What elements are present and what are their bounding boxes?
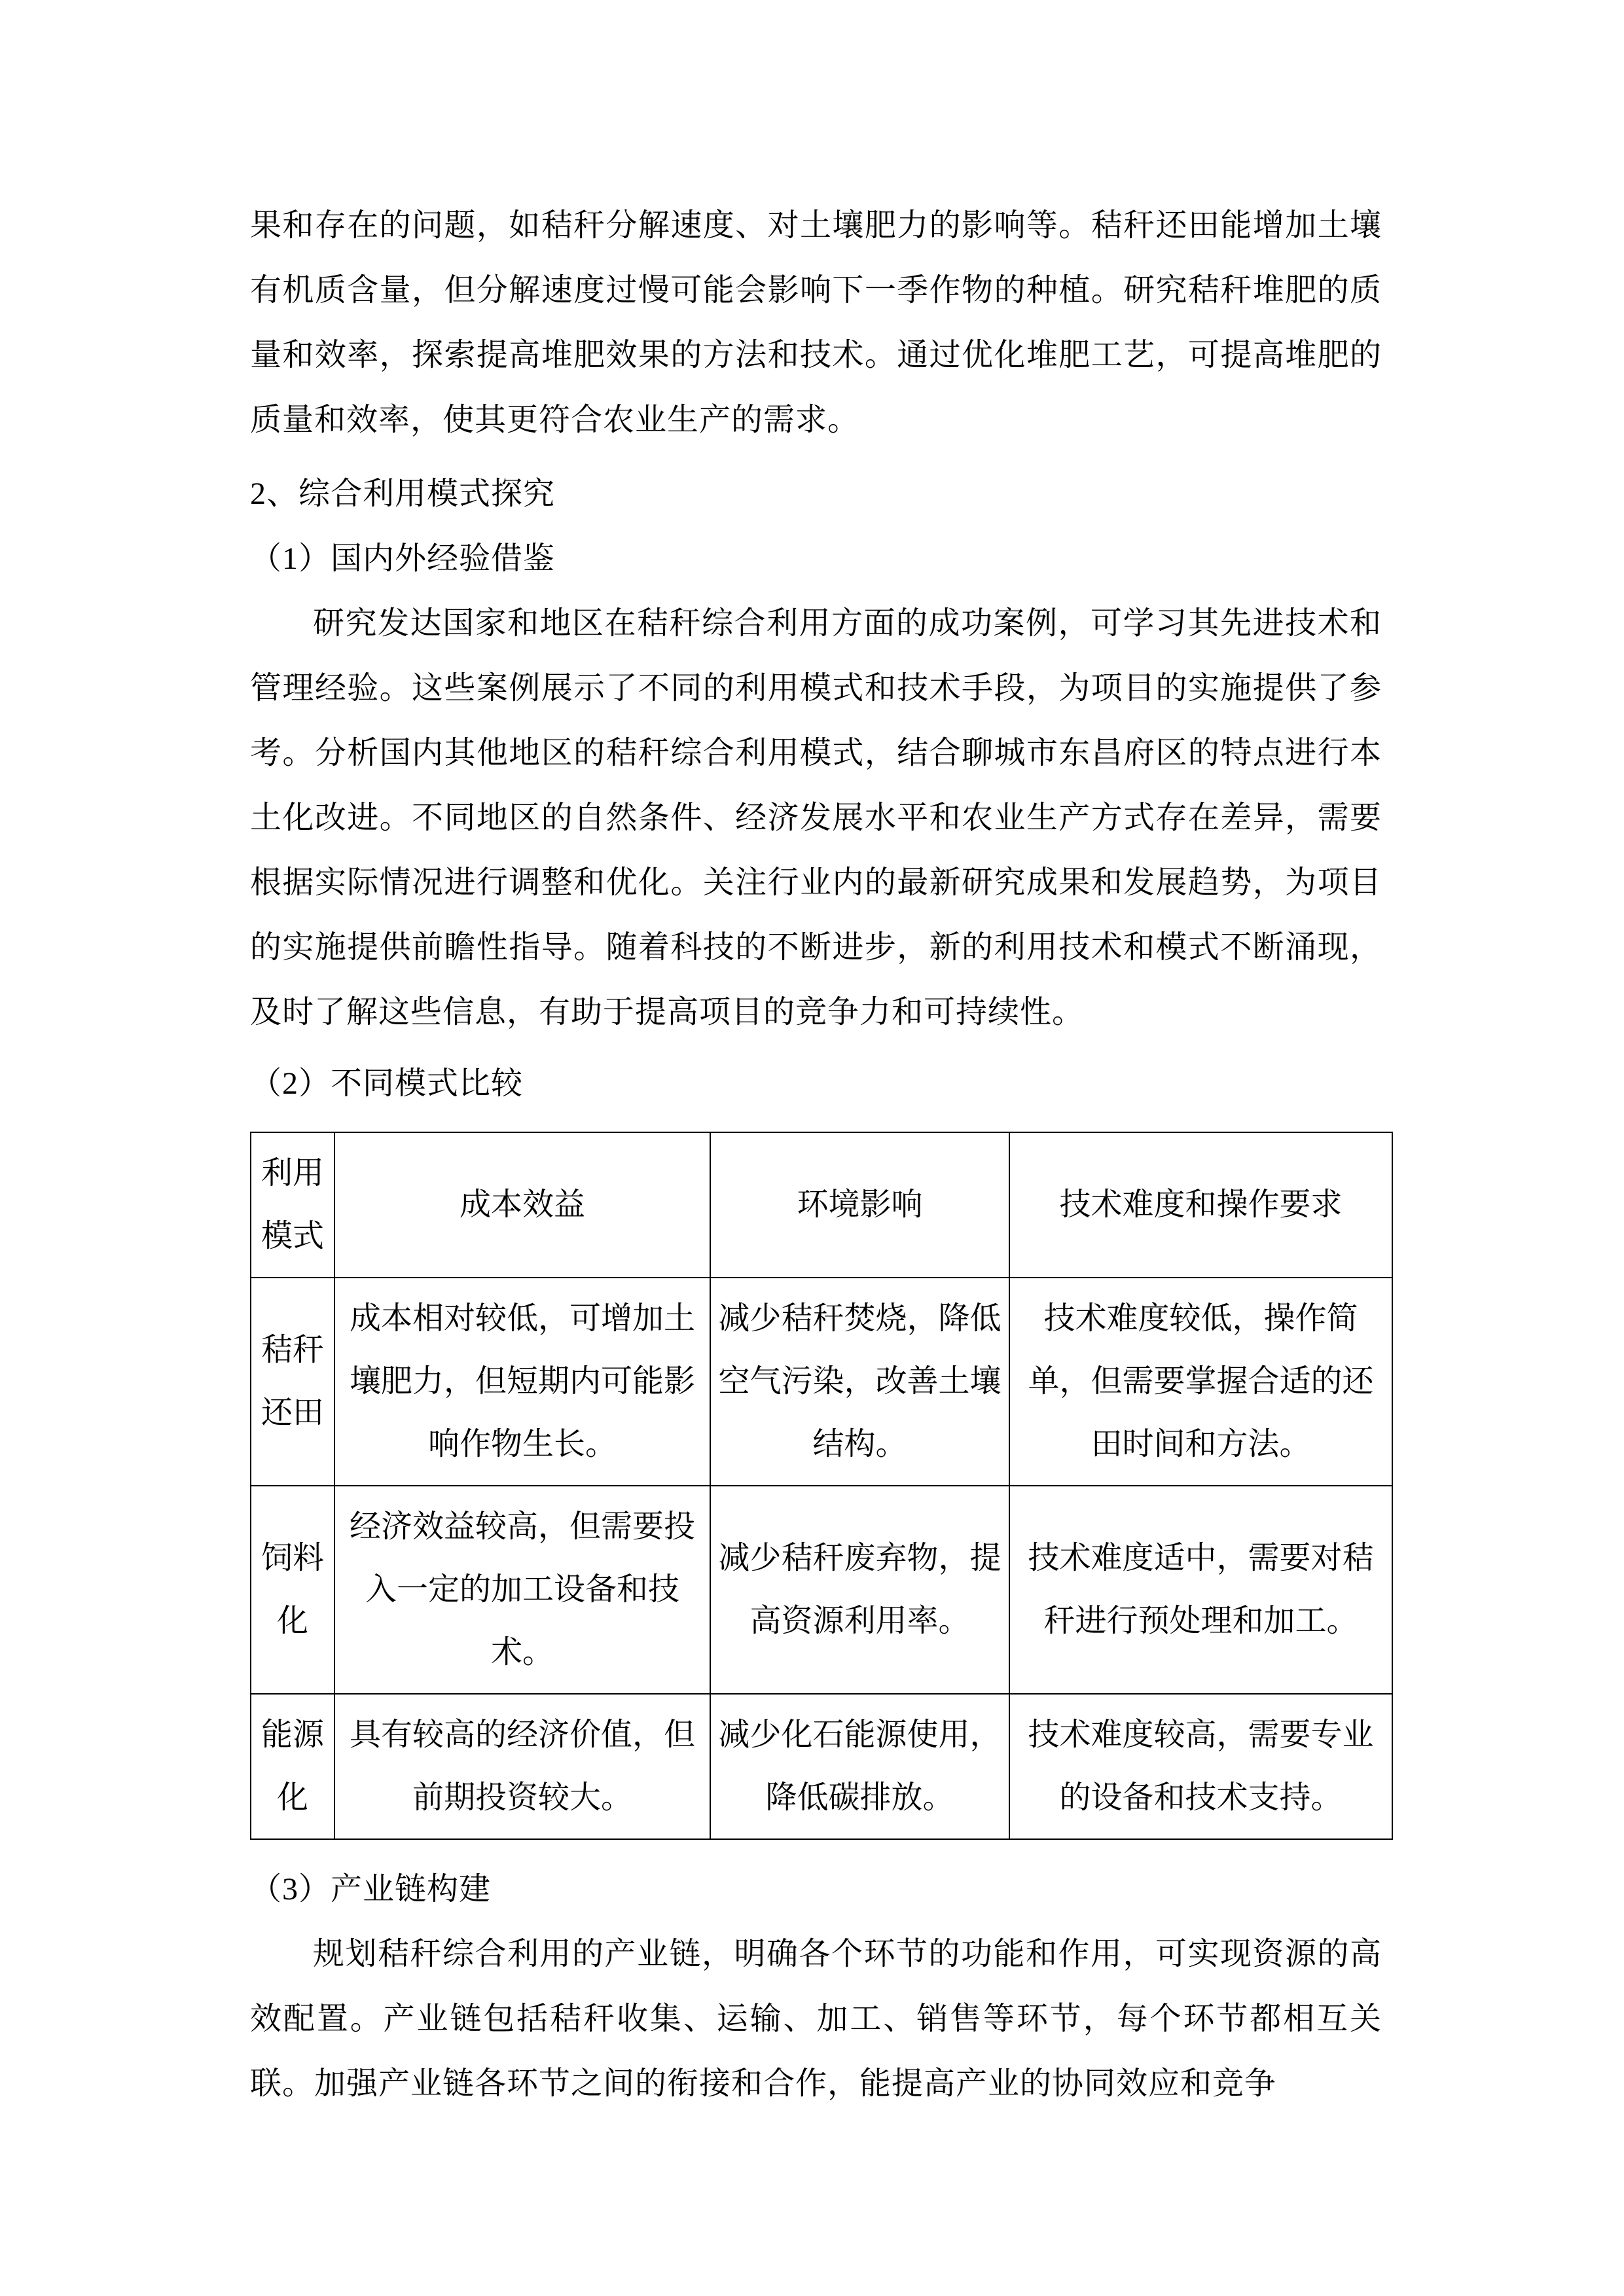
table-row [251,1486,1392,1694]
cell-mode: 饲料化 [251,1486,334,1694]
cell-cost: 具有较高的经济价值，但前期投资较大。 [334,1694,710,1839]
subsection-3-heading: （3）产业链构建 [250,1872,492,1907]
table-row [251,1278,1392,1486]
table-header-env: 环境影响 [710,1132,1009,1278]
table-header-cost: 成本效益 [334,1132,710,1278]
cell-mode: 能源化 [251,1694,334,1839]
table-header-mode: 利用模式 [251,1132,334,1278]
cell-cost: 成本相对较低，可增加土壤肥力，但短期内可能影响作物生长。 [334,1278,710,1486]
paragraph-experience-reference: 研究发达国家和地区在秸秆综合利用方面的成功案例，可学习其先进技术和管理经验。这些案例展示了不同的利用模式和技术手段，为项目的实施提供了参考。分析国内其他地区的秸秆综合利用模式，结合聊城市东昌府区的特点进行本土化改进。不同地区的自然条件、经济发展水平和农业生产方式存在差异，需要根据实际情况进行调整和优化。关注行业内的最新研究成果和发展趋势，为项目的实施提供前瞻性指导。随着科技的不断进步，新的利用技术和模式不断涌现，及时了解这些信息，有助于提高项目的竞争力和可持续性。 [250,606,1382,1030]
cell-env: 减少秸秆焚烧，降低空气污染，改善土壤结构。 [710,1278,1009,1486]
table-header-row [251,1132,1392,1278]
subsection-2-heading: （2）不同模式比较 [250,1066,524,1101]
table-header-tech: 技术难度和操作要求 [1009,1132,1392,1278]
section-heading: 2、综合利用模式探究 [250,476,556,511]
cell-tech: 技术难度适中，需要对秸秆进行预处理和加工。 [1009,1486,1392,1694]
cell-env: 减少秸秆废弃物，提高资源利用率。 [710,1486,1009,1694]
paragraph-continuation: 果和存在的问题，如秸秆分解速度、对土壤肥力的影响等。秸秆还田能增加土壤有机质含量，但分解速度过慢可能会影响下一季作物的种植。研究秸秆堆肥的质量和效率，探索提高堆肥效果的方法和技术。通过优化堆肥工艺，可提高堆肥的质量和效率，使其更符合农业生产的需求。 [250,208,1382,437]
cell-tech: 技术难度较高，需要专业的设备和技术支持。 [1009,1694,1392,1839]
cell-env: 减少化石能源使用，降低碳排放。 [710,1694,1009,1839]
table-row [251,1694,1392,1839]
subsection-1-heading: （1）国内外经验借鉴 [250,541,556,576]
cell-cost: 经济效益较高，但需要投入一定的加工设备和技术。 [334,1486,710,1694]
paragraph-industry-chain: 规划秸秆综合利用的产业链，明确各个环节的功能和作用，可实现资源的高效配置。产业链包括秸秆收集、运输、加工、销售等环节，每个环节都相互关联。加强产业链各环节之间的衔接和合作，能提高产业的协同效应和竞争 [250,1937,1382,2101]
mode-comparison-table [250,1132,1393,1840]
cell-mode: 秸秆还田 [251,1278,334,1486]
cell-tech: 技术难度较低，操作简单，但需要掌握合适的还田时间和方法。 [1009,1278,1392,1486]
